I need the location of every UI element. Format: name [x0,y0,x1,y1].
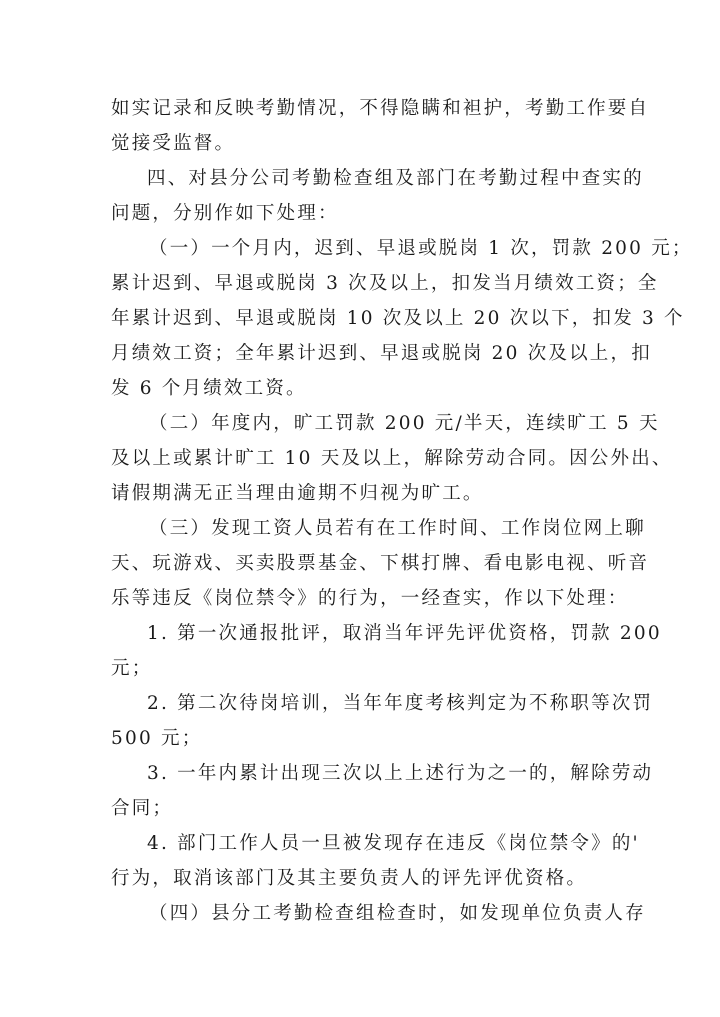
text-line: 3. 一年内累计出现三次以上上述行为之一的，解除劳动 [147,763,654,784]
text-line: 累计迟到、早退或脱岗 3 次及以上，扣发当月绩效工资；全 [111,273,659,294]
text-line: 及以上或累计旷工 10 天及以上，解除劳动合同。因公外出、 [111,448,673,469]
text-line: 500 元； [111,728,203,749]
text-line: （四）县分工考勤检查组检查时，如发现单位负责人存 [149,903,646,924]
text-line: 月绩效工资；全年累计迟到、早退或脱岗 20 次及以上，扣 [111,343,652,364]
text-line: 4. 部门工作人员一旦被发现存在违反《岗位禁令》的' [147,833,640,854]
text-line: （一）一个月内，迟到、早退或脱岗 1 次，罚款 200 元； [149,238,693,259]
text-line: 2. 第二次待岗培训，当年年度考核判定为不称职等次罚 [147,693,654,714]
text-line: 发 6 个月绩效工资。 [111,378,307,399]
text-line: 如实记录和反映考勤情况，不得隐瞒和袒护，考勤工作要自 [111,98,650,119]
text-line: 元； [111,658,153,679]
text-line: 1. 第一次通报批评，取消当年评先评优资格，罚款 200 [147,623,662,644]
text-line: （三）发现工资人员若有在工作时间、工作岗位网上聊 [149,518,646,539]
text-line: 行为，取消该部门及其主要负责人的评先评优资格。 [111,868,588,889]
text-line: 合同； [111,798,174,819]
text-line: 问题，分别作如下处理： [111,203,339,224]
text-line: 天、玩游戏、买卖股票基金、下棋打牌、看电影电视、听音 [111,553,650,574]
text-line: 请假期满无正当理由逾期不归视为旷工。 [111,483,484,504]
text-line: 乐等违反《岗位禁令》的行为，一经查实，作以下处理： [111,588,629,609]
text-line: 四、对县分公司考勤检查组及部门在考勤过程中查实的 [147,168,644,189]
text-line: 年累计迟到、早退或脱岗 10 次及以上 20 次以下，扣发 3 个 [111,308,685,329]
text-line: 觉接受监督。 [111,133,236,154]
text-line: （二）年度内，旷工罚款 200 元/半天，连续旷工 5 天 [149,413,660,434]
